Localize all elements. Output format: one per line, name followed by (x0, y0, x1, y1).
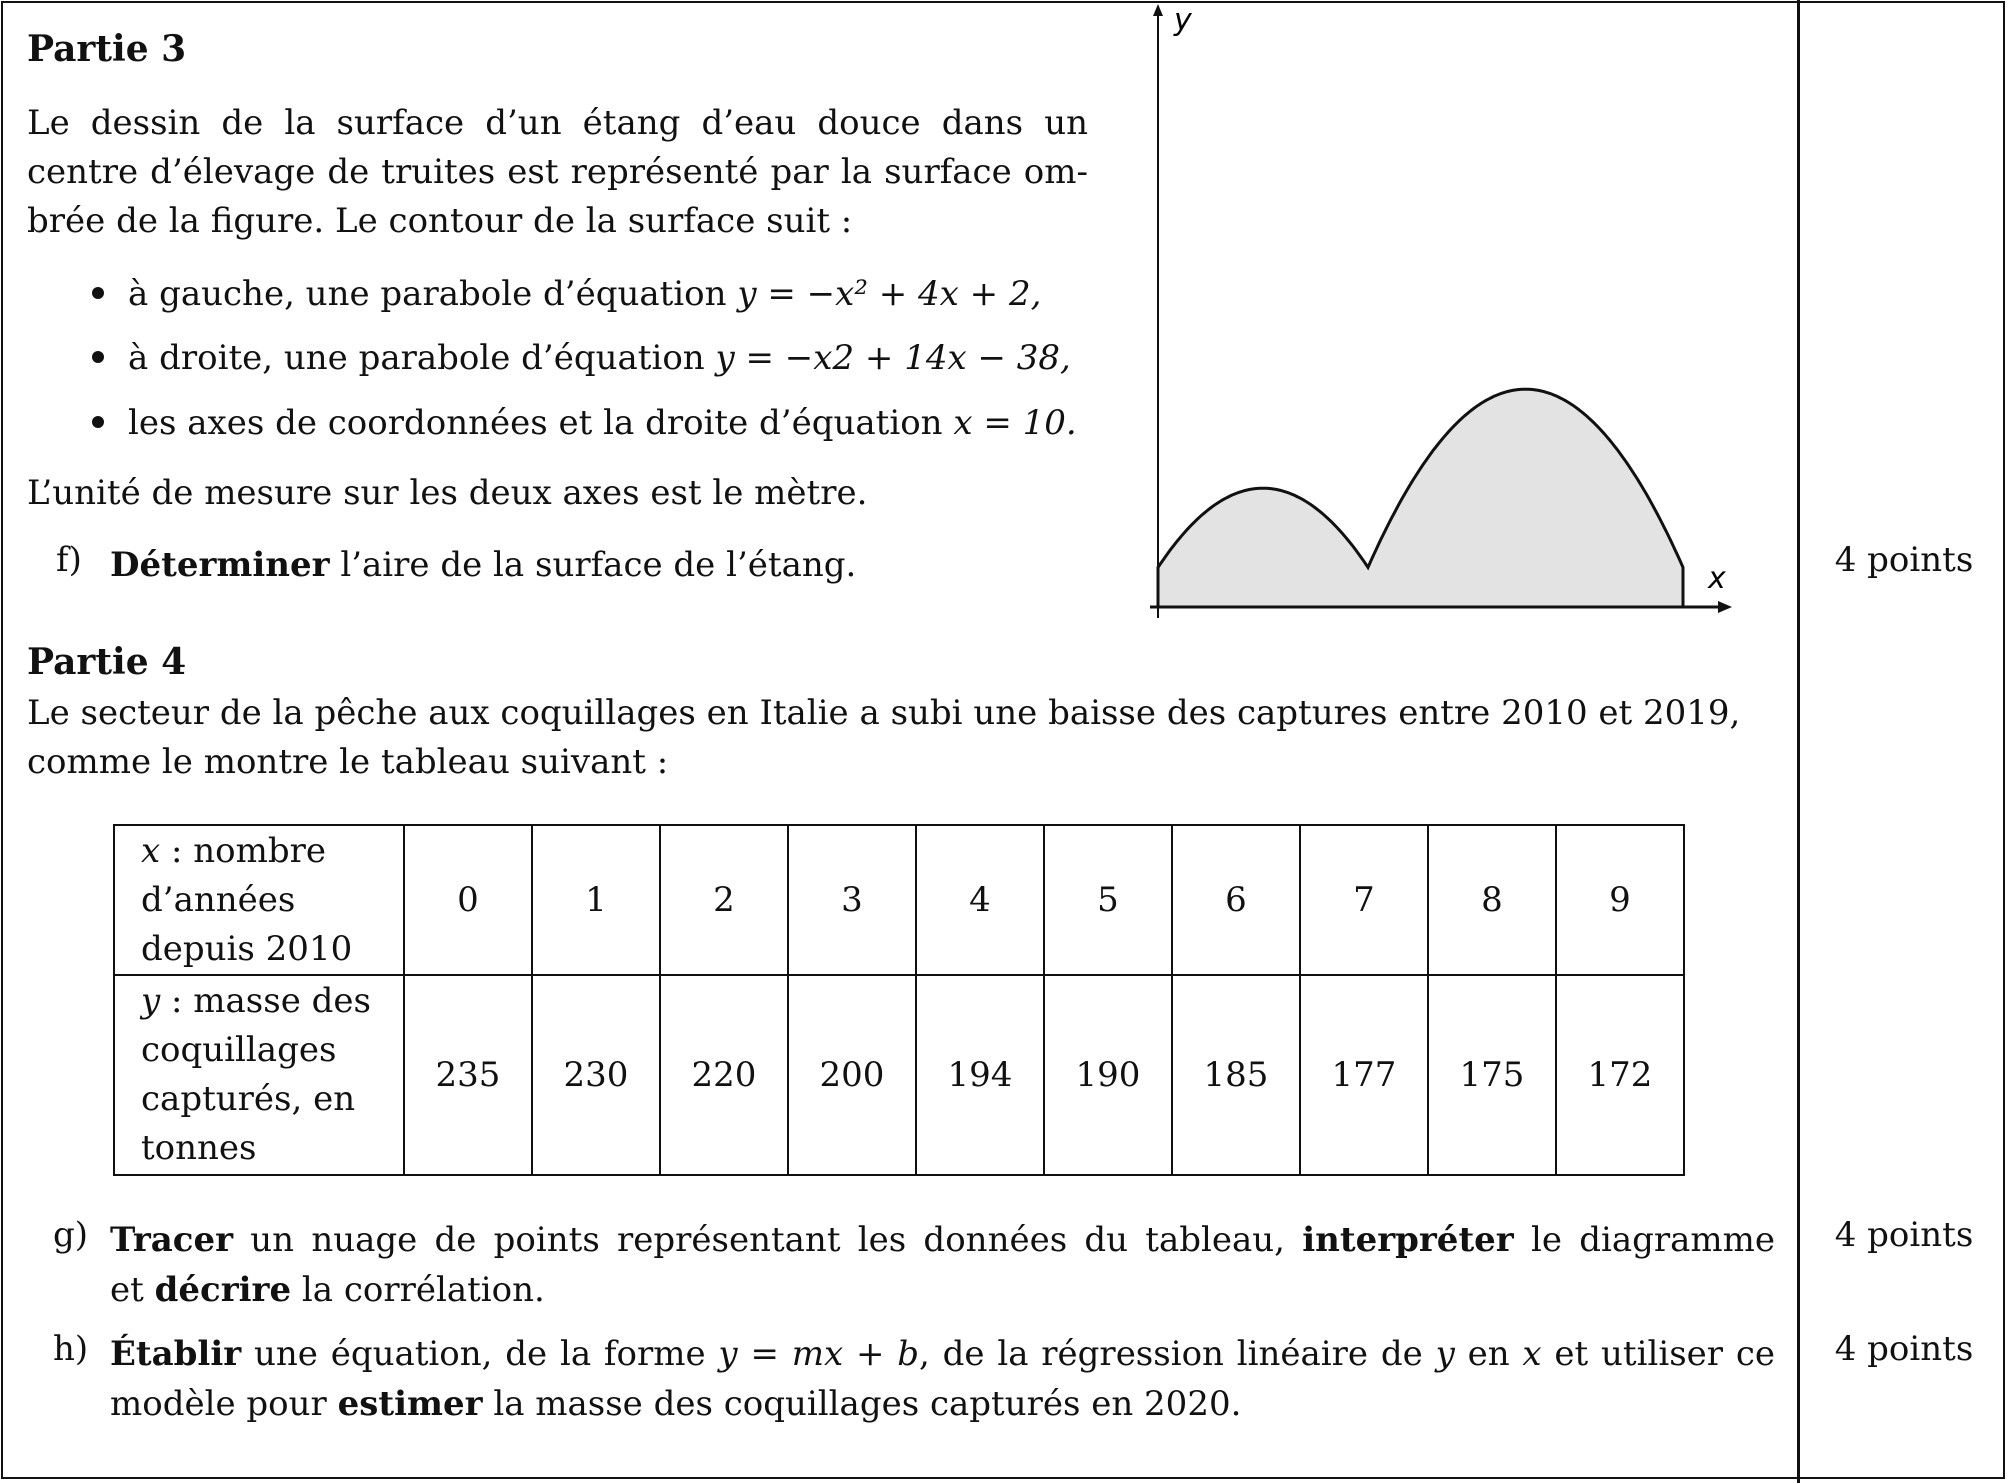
catch-data-table (113, 824, 1685, 1176)
question-h-letter: h) (53, 1329, 89, 1369)
partie3-intro-line-1: Le dessin de la surface d’un étang d’eau douce dans un (27, 103, 1088, 143)
left-parabola-equation: y = −x² + 4x + 2, (737, 274, 1042, 314)
bullet-dot (92, 351, 104, 363)
x-axis-label: x (1708, 561, 1726, 596)
table-cell: 1 (532, 825, 660, 975)
table-cell: 8 (1428, 825, 1556, 975)
question-g-letter: g) (53, 1215, 89, 1255)
unit-line: L’unité de mesure sur les deux axes est le mètre. (27, 473, 868, 513)
bullet-right-parabola: à droite, une parabole d’équation y = −x2 + 14x − 38, (92, 334, 1071, 383)
table-cell: 177 (1300, 975, 1428, 1175)
question-f-text: Déterminer l’aire de la surface de l’étang. (110, 545, 857, 585)
table-header-x: x : nombre d’années depuis 2010 (114, 825, 404, 975)
table-cell: 3 (788, 825, 916, 975)
table-row-y (114, 975, 1684, 1175)
bullet-axes-line: les axes de coordonnées et la droite d’équation x = 10. (92, 399, 1077, 448)
question-h-points: 4 points (1834, 1329, 1974, 1369)
pond-figure (1140, 0, 1740, 625)
partie3-intro (27, 99, 1088, 246)
table-cell: 2 (660, 825, 788, 975)
pond-shaded-area (1158, 389, 1683, 607)
partie4-intro-line-2: comme le montre le tableau suivant : (27, 742, 669, 782)
table-cell: 7 (1300, 825, 1428, 975)
partie3-intro-line-2: centre d’élevage de truites est représenté par la surface om- (27, 152, 1088, 192)
table-cell: 172 (1556, 975, 1684, 1175)
vertical-line-equation: x = 10. (953, 403, 1077, 443)
bullet-left-parabola: à gauche, une parabole d’équation y = −x² + 4x + 2, (92, 270, 1041, 319)
table-cell: 220 (660, 975, 788, 1175)
table-row-x (114, 825, 1684, 975)
y-axis-label: y (1174, 3, 1192, 38)
table-cell: 0 (404, 825, 532, 975)
question-h-text: Établir une équation, de la forme y = mx + b, de la régression linéaire de y en x et utiliser ce modèle pour estimer la masse des coquillages capturés en 2020. (110, 1334, 1775, 1424)
right-parabola-equation: y = −x2 + 14x − 38, (715, 338, 1071, 378)
partie4-intro-line-1: Le secteur de la pêche aux coquillages en Italie a subi une baisse des captures entre 2010 et 2019, (27, 693, 1741, 733)
partie3-title: Partie 3 (27, 28, 187, 70)
bullet-dot (92, 287, 104, 299)
x-axis-arrow (1718, 601, 1732, 613)
y-axis-arrow (1153, 4, 1163, 16)
question-f-letter: f) (56, 540, 82, 580)
table-header-y: y : masse des coquillages capturés, en tonnes (114, 975, 404, 1175)
partie3-intro-line-3: brée de la figure. Le contour de la surface suit : (27, 201, 853, 241)
question-f-points: 4 points (1834, 540, 1974, 580)
partie4-intro (27, 689, 1777, 787)
question-g-text: Tracer un nuage de points représentant les données du tableau, interpréter le diagramme et décrire la corrélation. (110, 1220, 1775, 1310)
bullet-dot (92, 416, 104, 428)
table-cell: 230 (532, 975, 660, 1175)
table-cell: 190 (1044, 975, 1172, 1175)
question-g-points: 4 points (1834, 1215, 1974, 1255)
table-cell: 6 (1172, 825, 1300, 975)
table-cell: 5 (1044, 825, 1172, 975)
table-cell: 4 (916, 825, 1044, 975)
table-cell: 200 (788, 975, 916, 1175)
table-cell: 194 (916, 975, 1044, 1175)
points-column-divider (1797, 0, 1800, 1483)
table-cell: 235 (404, 975, 532, 1175)
table-cell: 9 (1556, 825, 1684, 975)
partie4-title: Partie 4 (27, 641, 187, 683)
table-cell: 175 (1428, 975, 1556, 1175)
table-cell: 185 (1172, 975, 1300, 1175)
